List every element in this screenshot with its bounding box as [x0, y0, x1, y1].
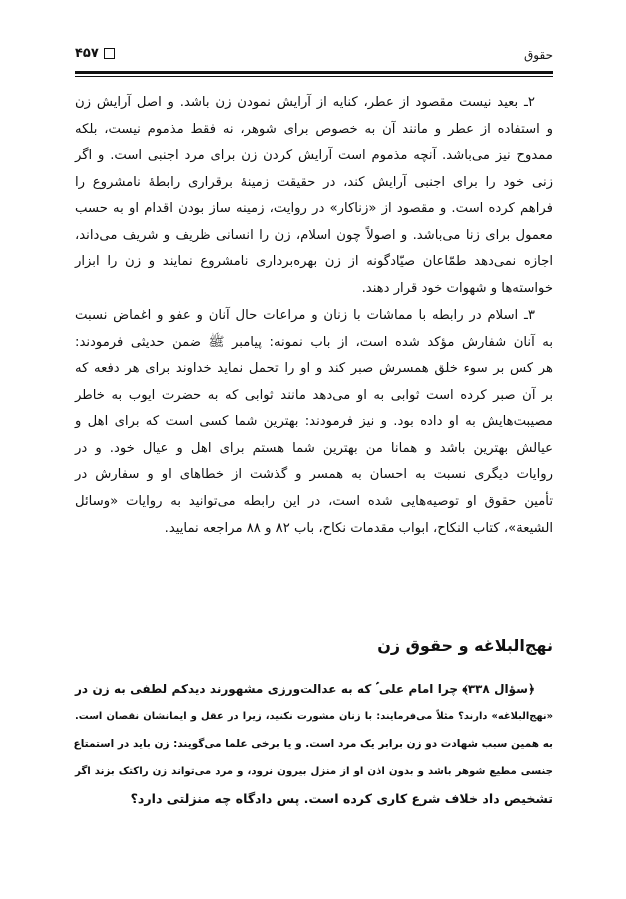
- text-line: ۳ـ اسلام در رابطه با مماشات با زنان و مراعات حال آنان و عفو و اغماض نسبت: [75, 308, 535, 323]
- text-line: ممدوح نیز می‌باشد. آنچه مذموم است آرایش کردن زن برای مرد اجنبی است. و اگر: [75, 148, 553, 163]
- page-header: [75, 44, 553, 68]
- running-title: حقوق: [524, 48, 553, 62]
- text-line: بر آن صبر کرده است ثوابی به او می‌دهد مانند ثوابی که به حضرت ایوب به خاطر: [75, 388, 553, 403]
- text-line: زنی خود را برای اجنبی آرایش کند، در حقیقت زمینهٔ برقراری رابطهٔ نامشروع را: [75, 175, 553, 190]
- square-icon: [104, 48, 115, 59]
- text-line: خواسته‌ها و شهوات خود قرار دهند.: [361, 281, 553, 296]
- text-line: مصیبت‌هایش به او داده بود. و نیز فرمودند: بهترین شما کسی است که برای اهل و: [75, 414, 553, 429]
- text-line: فراهم کرده است. و مقصود از «زناکار» در روایت، زمینه ساز بودن اقدام او به حسب: [75, 201, 553, 216]
- text-line: تأمین حقوق او توصیه‌هایی شده است، در این رابطه می‌توانید به روایات «وسائل: [75, 494, 553, 509]
- text-line: روایات دیگری نسبت به احسان به همسر و گذشت از خطاهای او و سفارش در: [75, 467, 553, 482]
- text-line: و استفاده از عطر و مانند آن به خصوص برای شوهر، نه فقط مذموم نیست، بلکه: [75, 122, 553, 137]
- text-line: الشیعة»، کتاب النکاح، ابواب مقدمات نکاح، باب ۸۲ و ۸۸ مراجعه نمایید.: [164, 521, 553, 536]
- page-number-block: [75, 46, 115, 61]
- question-line: ﴿سؤال ۳۳۸﴾ چرا امام علی ؑ که به عدالت‌ورزی مشهورند دیدکم لطفی به زن در: [75, 682, 535, 696]
- header-rule-thick: [75, 71, 553, 74]
- question-line: «نهج‌البلاغه» دارند؟ مثلاً می‌فرمایند: با زنان مشورت نکنید، زیرا در عقل و ایمانشان نقصان است.: [75, 711, 553, 722]
- text-line: ۲ـ بعید نیست مقصود از عطر، کنایه از آرایش نمودن زن باشد. و اصل آرایش زن: [75, 95, 535, 110]
- question-line: به همین سبب شهادت دو زن برابر یک مرد است. و یا برخی علما می‌گویند: زن باید در استمتاع: [73, 738, 553, 750]
- page-number: ۴۵۷: [75, 46, 99, 61]
- text-line: هر کس بر سوء خلق همسرش صبر کند و او را تحمل نماید خداوند برای هر دفعه که: [75, 361, 553, 376]
- text-line: به آنان شفارش مؤکد شده است، از باب نمونه: پیامبر ﷺ ضمن حدیثی فرمودند:: [75, 335, 553, 350]
- text-line: اجازه نمی‌دهد طمّاعان صیّادگونه از زن بهره‌برداری نامشروع نمایند و زن را ابزار: [75, 254, 553, 269]
- text-line: عیالش بهترین باشد و همانا من بهترین شما هستم برای اهل و عیال خود. و در: [75, 441, 553, 456]
- question-line: تشخیص داد خلاف شرع کاری کرده است. پس دادگاه چه منزلتی دارد؟: [130, 791, 553, 806]
- question-line: جنسی مطیع شوهر باشد و بدون اذن او از منزل بیرون نرود، و مرد می‌تواند زن راکتک بزند اگر: [75, 766, 553, 777]
- text-line: معمول برای زنا می‌باشد. و اصولاً چون اسلام، زن را انسانی ظریف و شریف می‌داند،: [75, 228, 553, 243]
- section-heading: نهج‌البلاغه و حقوق زن: [377, 636, 553, 655]
- header-rule-thin: [75, 76, 553, 77]
